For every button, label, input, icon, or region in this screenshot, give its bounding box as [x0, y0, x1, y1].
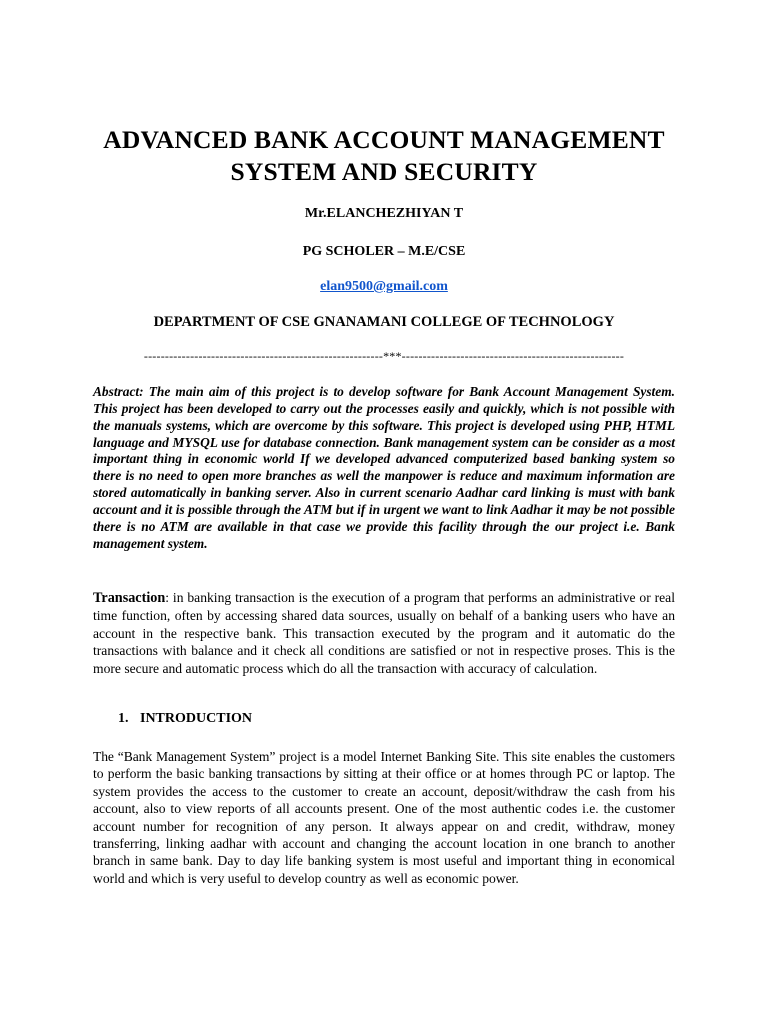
transaction-body: : in banking transaction is the execution of a program that performs an administrative or real time function, often by accessing shared data sources, usually on behalf of a banking users who have an account in the respective bank. This transaction executed by the program and it automatic do the transactions with balance and it check all conditions are satisfied or not in respective proses. This is the more secure and automatic process which do all the transaction with accuracy of calculation. [93, 590, 675, 676]
author-role: PG SCHOLER – M.E/CSE [302, 244, 466, 259]
transaction-lead-term: Transaction [93, 590, 166, 606]
introduction-heading [118, 710, 252, 728]
author-name: Mr.ELANCHEZHIYAN T [304, 206, 464, 221]
paper-title-line-1: ADVANCED BANK ACCOUNT MANAGEMENT [103, 125, 665, 154]
introduction-quoted-sentence: The “Bank Management System” project is a model Internet Banking Site. [93, 749, 500, 764]
paper-title [60, 124, 708, 188]
transaction-paragraph [93, 589, 675, 677]
abstract-paragraph: Abstract: The main aim of this project is to develop software for Bank Account Management System. This project has been developed to carry out the processes easily and quickly, which is not possible with the manuals systems, which are overcome by this software. This project is developed using PHP, HTML language and MYSQL use for database connection. Bank management system can be consider as a most important thing in economic world If we developed advanced computerized based banking system so there is no need to open more branches as well the manpower is reduce and maximum information are stored automatically in banking server. Also in current scenario Aadhar card linking is must with bank account and it is possible through the ATM but if in urgent we want to link Aadhar it may be not possible there is no ATM are available in that case we provide this facility through the our project i.e. Bank management system. [93, 384, 675, 551]
author-email-link[interactable]: elan9500@gmail.com [320, 279, 448, 294]
section-number: 1. [118, 711, 129, 726]
section-separator: ---------------------------------------------------------***----------------------------------------------------- [143, 349, 625, 363]
author-department: DEPARTMENT OF CSE GNANAMANI COLLEGE OF TECHNOLOGY [153, 314, 615, 330]
section-heading-text: INTRODUCTION [140, 711, 253, 726]
paper-title-line-2: SYSTEM AND SECURITY [230, 157, 538, 186]
introduction-paragraph [93, 748, 675, 887]
introduction-body: This site enables the customers to perform the basic banking transactions by sitting at their office or at homes through PC or laptop. The system provides the access to the customer to create an account, deposit/withdraw the cash from his account, also to view reports of all accounts present. One of the most authentic codes i.e. the customer account number for recognition of any person. It always appear on and credit, withdraw, money transferring, linking aadhar with account and changing the account location in one branch to another branch in same bank. Day to day life banking system is most useful and important thing in economical world and which is very useful to develop country as well as economic power. [93, 749, 676, 886]
